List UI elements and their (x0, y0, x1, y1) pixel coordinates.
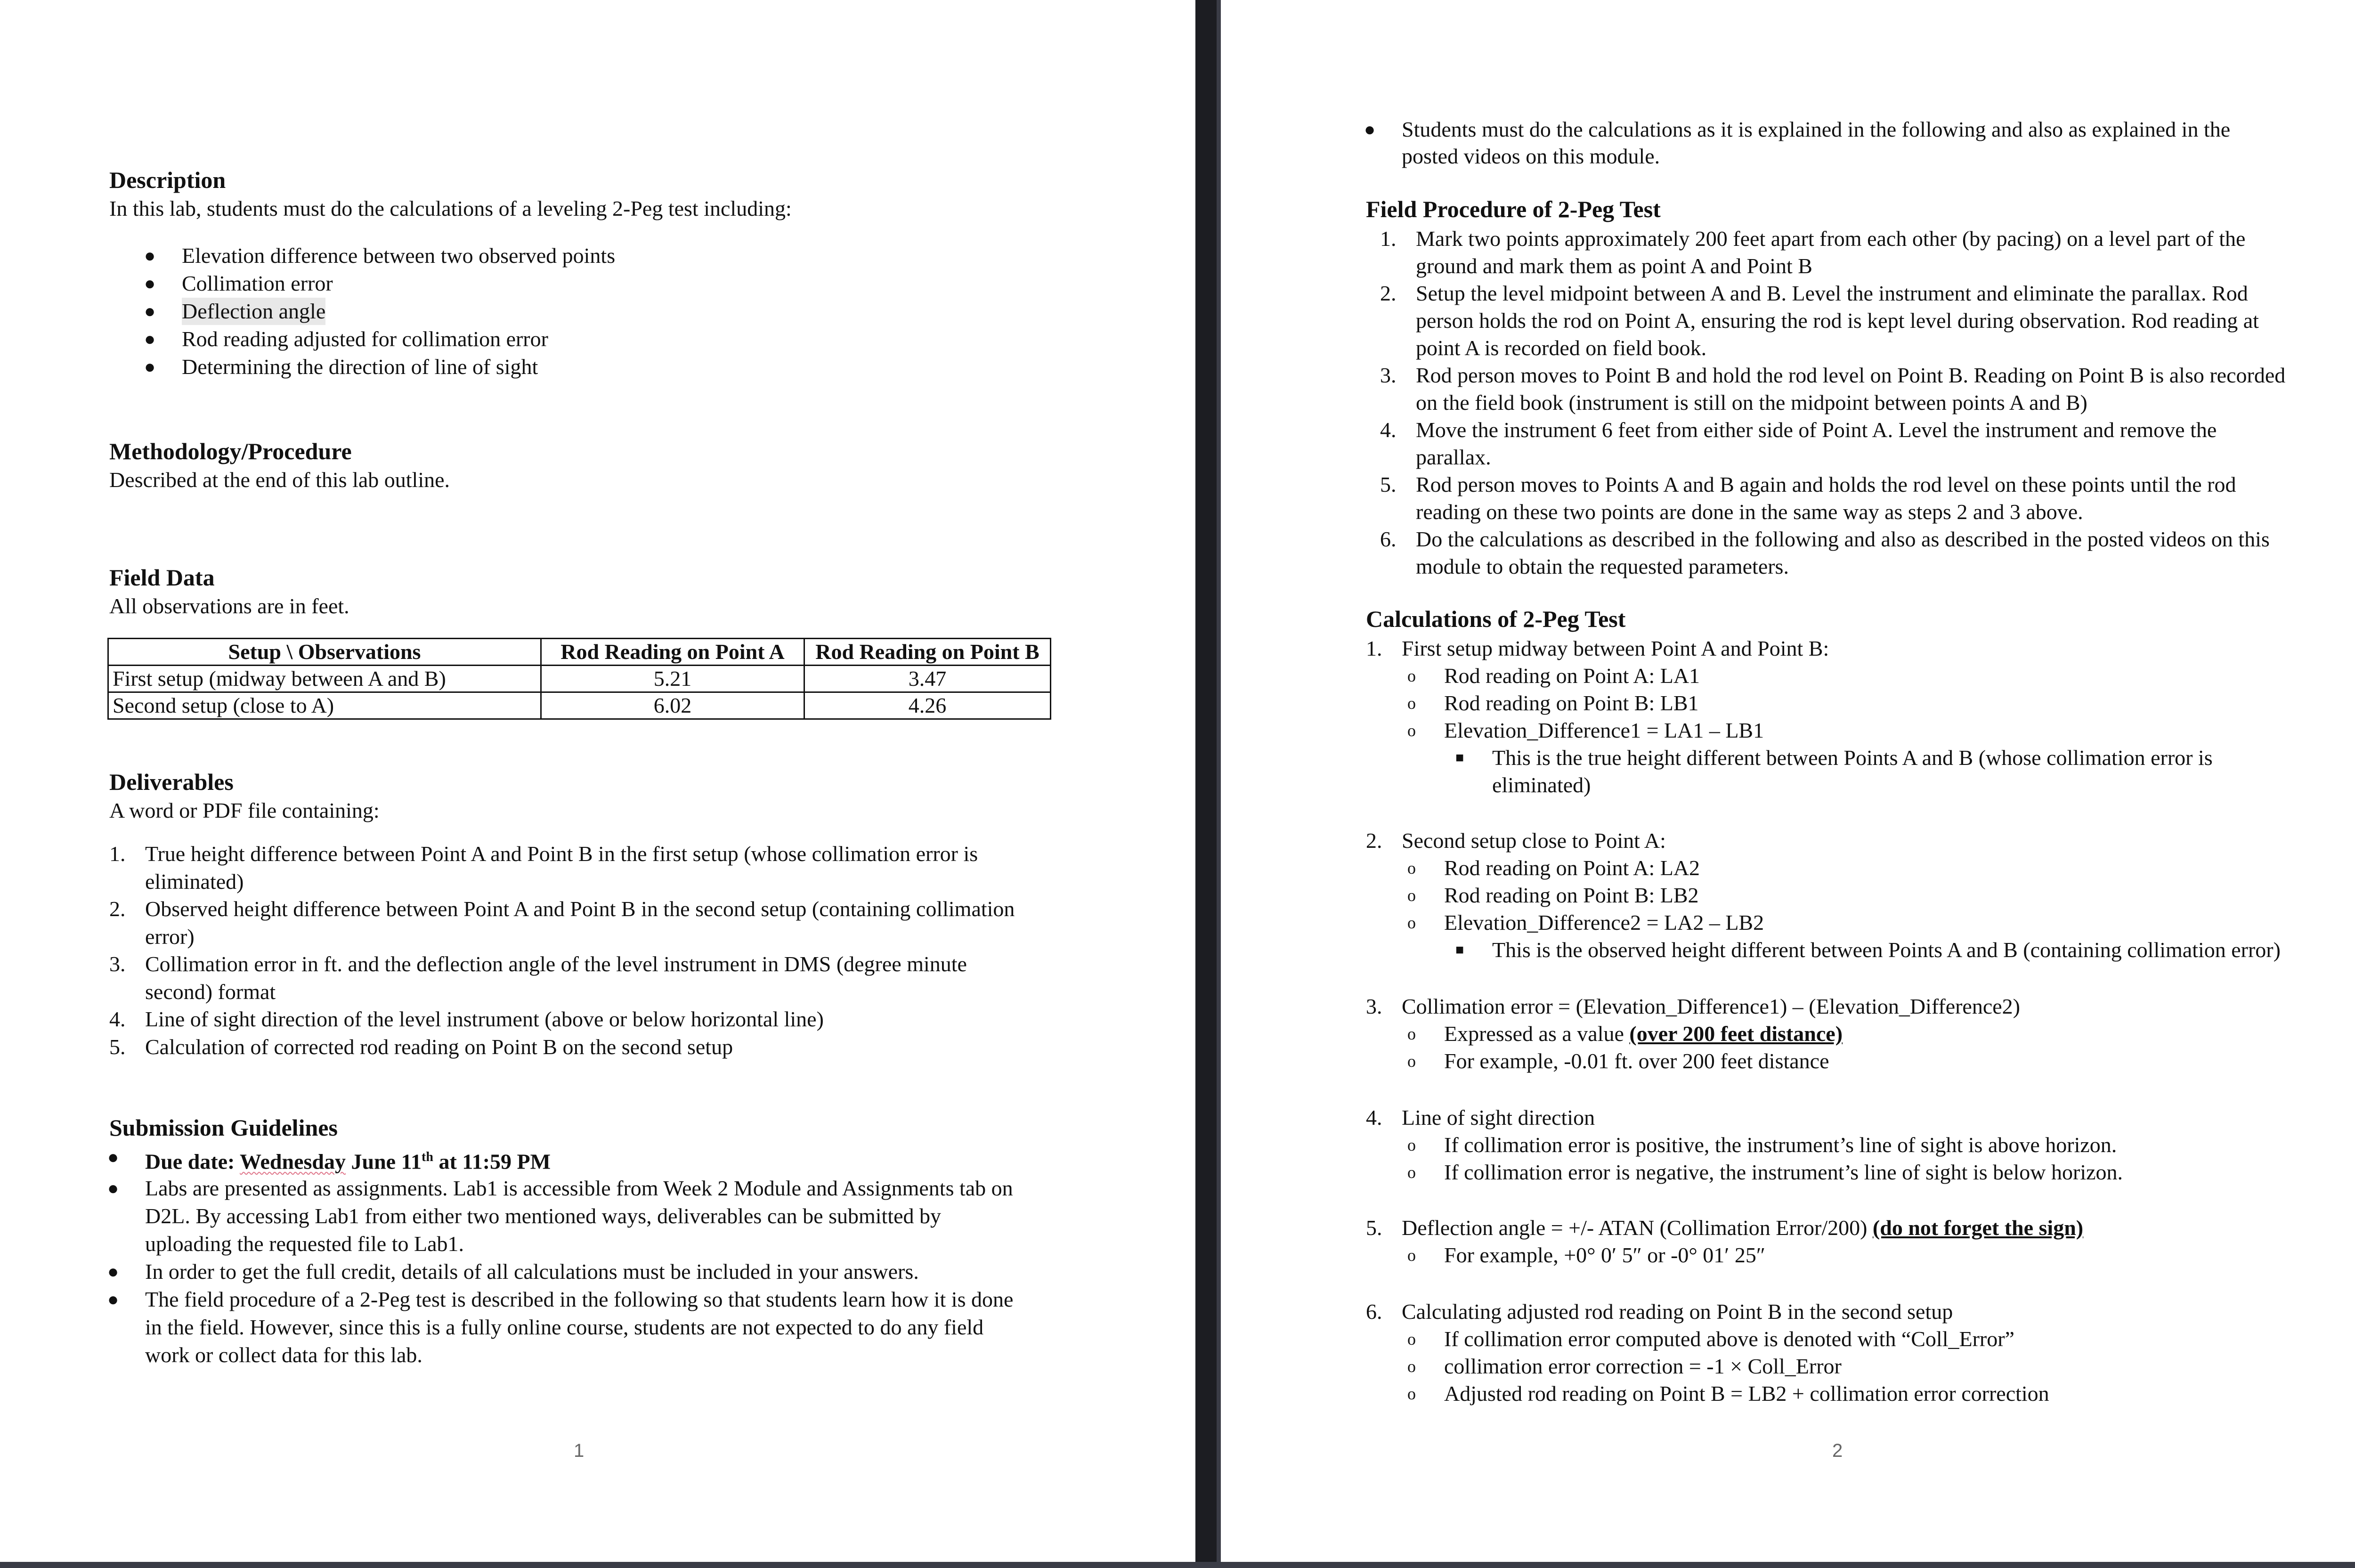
sub-item: Elevation_Difference1 = LA1 – LB1 (1444, 718, 1764, 742)
table-cell: 4.26 (804, 692, 1051, 719)
sub-item: Rod reading on Point A: LA1 (1444, 664, 1700, 688)
sub-sub-item: This is the observed height different between Points A and B (containing collimation error) (1492, 938, 2281, 962)
circle-bullet-icon: o (1407, 1136, 1416, 1154)
circle-bullet-icon: o (1407, 886, 1416, 905)
list-item-continued: uploading the requested file to Lab1. (145, 1232, 464, 1256)
list-item: Labs are presented as assignments. Lab1 is accessible from Week 2 Module and Assignments tab on (145, 1176, 1013, 1200)
list-number: 6. (1366, 1300, 1382, 1324)
list-number: 1. (109, 842, 126, 866)
circle-bullet-icon: o (1407, 859, 1416, 877)
list-item: In order to get the full credit, details of all calculations must be included in your answers. (145, 1259, 919, 1284)
page-gutter-edge (1217, 0, 1221, 1562)
sub-item: If collimation error computed above is denoted with “Coll_Error” (1444, 1327, 2014, 1351)
list-number: 5. (109, 1035, 126, 1059)
bullet-icon: ● (144, 356, 156, 377)
list-number: 5. (1380, 472, 1397, 496)
circle-bullet-icon: o (1407, 1052, 1416, 1071)
list-item: Second setup close to Point A: (1402, 829, 1666, 853)
page-number: 2 (1832, 1440, 1843, 1461)
sub-item: If collimation error is negative, the instrument’s line of sight is below horizon. (1444, 1160, 2123, 1184)
list-item: Line of sight direction of the level instrument (above or below horizontal line) (145, 1007, 824, 1031)
bullet-icon: ● (107, 1178, 119, 1199)
circle-bullet-icon: o (1407, 1024, 1416, 1043)
bullet-icon: ● (107, 1146, 119, 1168)
calculations-heading: Calculations of 2-Peg Test (1366, 606, 1626, 632)
list-number: 6. (1380, 527, 1397, 551)
circle-bullet-icon: o (1407, 1384, 1416, 1403)
list-item: Elevation difference between two observed points (182, 244, 616, 268)
due-date-date: June 11 (345, 1149, 422, 1174)
list-item-continued: D2L. By accessing Lab1 from either two mentioned ways, deliverables can be submitted by (145, 1204, 942, 1228)
list-item-continued: in the field. However, since this is a fully online course, students are not expected to do any field (145, 1315, 984, 1339)
circle-bullet-icon: o (1407, 666, 1416, 685)
list-number: 2. (1380, 281, 1397, 305)
submission-heading: Submission Guidelines (109, 1114, 338, 1141)
circle-bullet-icon: o (1407, 1246, 1416, 1265)
list-item: Calculation of corrected rod reading on Point B on the second setup (145, 1035, 733, 1059)
list-number: 3. (1380, 363, 1397, 387)
sub-item: If collimation error is positive, the instrument’s line of sight is above horizon. (1444, 1133, 2117, 1157)
list-item: Line of sight direction (1402, 1105, 1595, 1129)
sub-item: For example, +0° 0′ 5″ or -0° 01′ 25″ (1444, 1243, 1766, 1267)
list-item: Collimation error in ft. and the deflection angle of the level instrument in DMS (degree minute (145, 952, 967, 976)
list-item-continued: reading on these two points are done in the same way as steps 2 and 3 above. (1416, 500, 2083, 524)
table-cell: 3.47 (804, 666, 1051, 692)
table-header-row (108, 639, 1051, 666)
list-item-continued: eliminated) (145, 869, 244, 894)
bullet-icon: ● (144, 328, 156, 349)
document-page-2 (1221, 0, 2355, 1562)
list-number: 4. (1380, 418, 1397, 442)
circle-bullet-icon: o (1407, 913, 1416, 932)
list-number: 4. (109, 1007, 126, 1031)
list-item (1402, 1214, 2083, 1242)
list-item-continued: parallax. (1416, 445, 1491, 469)
deliverables-heading: Deliverables (109, 769, 234, 795)
sub-item-text: Expressed as a value (1444, 1022, 1630, 1046)
bullet-icon: ● (1364, 119, 1376, 140)
list-number: 1. (1380, 227, 1397, 251)
list-item: Determining the direction of line of sight (182, 355, 538, 379)
due-date-suffix: th (422, 1150, 433, 1164)
list-item: The field procedure of a 2-Peg test is described in the following so that students learn how it is done (145, 1287, 1014, 1311)
list-number: 5. (1366, 1216, 1382, 1240)
page-number: 1 (574, 1440, 585, 1461)
table-cell: 5.21 (541, 666, 804, 692)
list-item-continued: on the field book (instrument is still on the midpoint between points A and B) (1416, 390, 2087, 414)
list-number: 3. (109, 952, 126, 976)
list-item: Setup the level midpoint between A and B. Level the instrument and eliminate the parallax. Rod (1416, 281, 2248, 305)
field-data-text: All observations are in feet. (109, 594, 349, 618)
list-item-text: Deflection angle = +/- ATAN (Collimation Error/200) (1402, 1216, 1873, 1240)
field-data-table (107, 638, 1051, 720)
bullet-icon: ● (107, 1289, 119, 1310)
due-date-day: Wednesday (240, 1149, 346, 1174)
sub-item: For example, -0.01 ft. over 200 feet distance (1444, 1049, 1829, 1073)
list-item: Do the calculations as described in the following and also as described in the posted videos on this (1416, 527, 2270, 551)
list-item-highlighted: Deflection angle (182, 298, 325, 325)
sub-item: Rod reading on Point B: LB1 (1444, 691, 1699, 715)
list-item: True height difference between Point A and Point B in the first setup (whose collimation error is (145, 842, 978, 866)
table-cell: 6.02 (541, 692, 804, 719)
description-heading: Description (109, 167, 226, 193)
table-cell: Second setup (close to A) (108, 692, 541, 719)
list-item: Mark two points approximately 200 feet apart from each other (by pacing) on a level part of the (1416, 227, 2246, 251)
list-item-continued: second) format (145, 980, 276, 1004)
list-item: Observed height difference between Point A and Point B in the second setup (containing collimation (145, 897, 1015, 921)
circle-bullet-icon: o (1407, 721, 1416, 740)
sub-item: collimation error correction = -1 × Coll_Error (1444, 1354, 1842, 1378)
list-item: Collimation error (182, 271, 333, 295)
methodology-text: Described at the end of this lab outline. (109, 468, 450, 492)
list-item-continued: module to obtain the requested parameters. (1416, 554, 1789, 578)
due-date (145, 1144, 551, 1175)
bullet-icon: ● (144, 273, 156, 294)
list-item: Collimation error = (Elevation_Difference1) – (Elevation_Difference2) (1402, 994, 2020, 1018)
sub-item: Rod reading on Point B: LB2 (1444, 883, 1699, 907)
list-item-continued: person holds the rod on Point A, ensuring the rod is kept level during observation. Rod reading at (1416, 309, 2259, 333)
sub-sub-item-continued: eliminated) (1492, 773, 1591, 797)
sub-item-emphasis: (over 200 feet distance) (1629, 1022, 1843, 1046)
list-number: 2. (1366, 829, 1382, 853)
due-date-prefix: Due date: (145, 1149, 240, 1174)
field-data-heading: Field Data (109, 564, 215, 591)
list-item: Rod person moves to Point B and hold the rod level on Point B. Reading on Point B is also recorded (1416, 363, 2286, 387)
circle-bullet-icon: o (1407, 1330, 1416, 1349)
list-number: 3. (1366, 994, 1382, 1018)
square-bullet-icon: ■ (1455, 750, 1464, 765)
deliverables-intro: A word or PDF file containing: (109, 798, 380, 822)
list-item-continued: point A is recorded on field book. (1416, 336, 1707, 360)
table-row (108, 666, 1051, 692)
table-row (108, 692, 1051, 719)
list-item: Rod person moves to Points A and B again and holds the rod level on these points until the rod (1416, 472, 2236, 496)
list-item-continued: ground and mark them as point A and Point B (1416, 254, 1812, 278)
list-number: 4. (1366, 1105, 1382, 1129)
sub-sub-item: This is the true height different between Points A and B (whose collimation error is (1492, 746, 2213, 770)
intro-bullet-line: posted videos on this module. (1402, 144, 1660, 168)
column-header: Setup \ Observations (108, 639, 541, 666)
list-number: 2. (109, 897, 126, 921)
sub-item: Rod reading on Point A: LA2 (1444, 856, 1700, 880)
list-item-emphasis: (do not forget the sign) (1872, 1216, 2084, 1240)
list-item: Rod reading adjusted for collimation error (182, 327, 548, 351)
description-intro: In this lab, students must do the calculations of a leveling 2-Peg test including: (109, 196, 792, 220)
bottom-scrollbar-track (0, 1562, 2355, 1568)
table-cell: First setup (midway between A and B) (108, 666, 541, 692)
sub-item (1444, 1020, 1843, 1048)
list-item: Move the instrument 6 feet from either side of Point A. Level the instrument and remove the (1416, 418, 2217, 442)
due-date-time: at 11:59 PM (433, 1149, 551, 1174)
list-item-continued: error) (145, 925, 195, 949)
list-number: 1. (1366, 636, 1382, 660)
column-header: Rod Reading on Point B (804, 639, 1051, 666)
bullet-icon: ● (144, 301, 156, 322)
sub-item: Elevation_Difference2 = LA2 – LB2 (1444, 910, 1764, 934)
bullet-icon: ● (144, 245, 156, 266)
list-item: First setup midway between Point A and Point B: (1402, 636, 1829, 660)
column-header: Rod Reading on Point A (541, 639, 804, 666)
square-bullet-icon: ■ (1455, 942, 1464, 958)
bullet-icon: ● (107, 1261, 119, 1282)
procedure-heading: Field Procedure of 2-Peg Test (1366, 196, 1661, 222)
sub-item: Adjusted rod reading on Point B = LB2 + collimation error correction (1444, 1381, 2049, 1406)
list-item: Calculating adjusted rod reading on Point B in the second setup (1402, 1300, 1953, 1324)
circle-bullet-icon: o (1407, 694, 1416, 713)
list-item-continued: work or collect data for this lab. (145, 1343, 422, 1367)
circle-bullet-icon: o (1407, 1357, 1416, 1376)
intro-bullet-line: Students must do the calculations as it is explained in the following and also as explained in the (1402, 117, 2231, 141)
circle-bullet-icon: o (1407, 1163, 1416, 1182)
methodology-heading: Methodology/Procedure (109, 438, 352, 464)
